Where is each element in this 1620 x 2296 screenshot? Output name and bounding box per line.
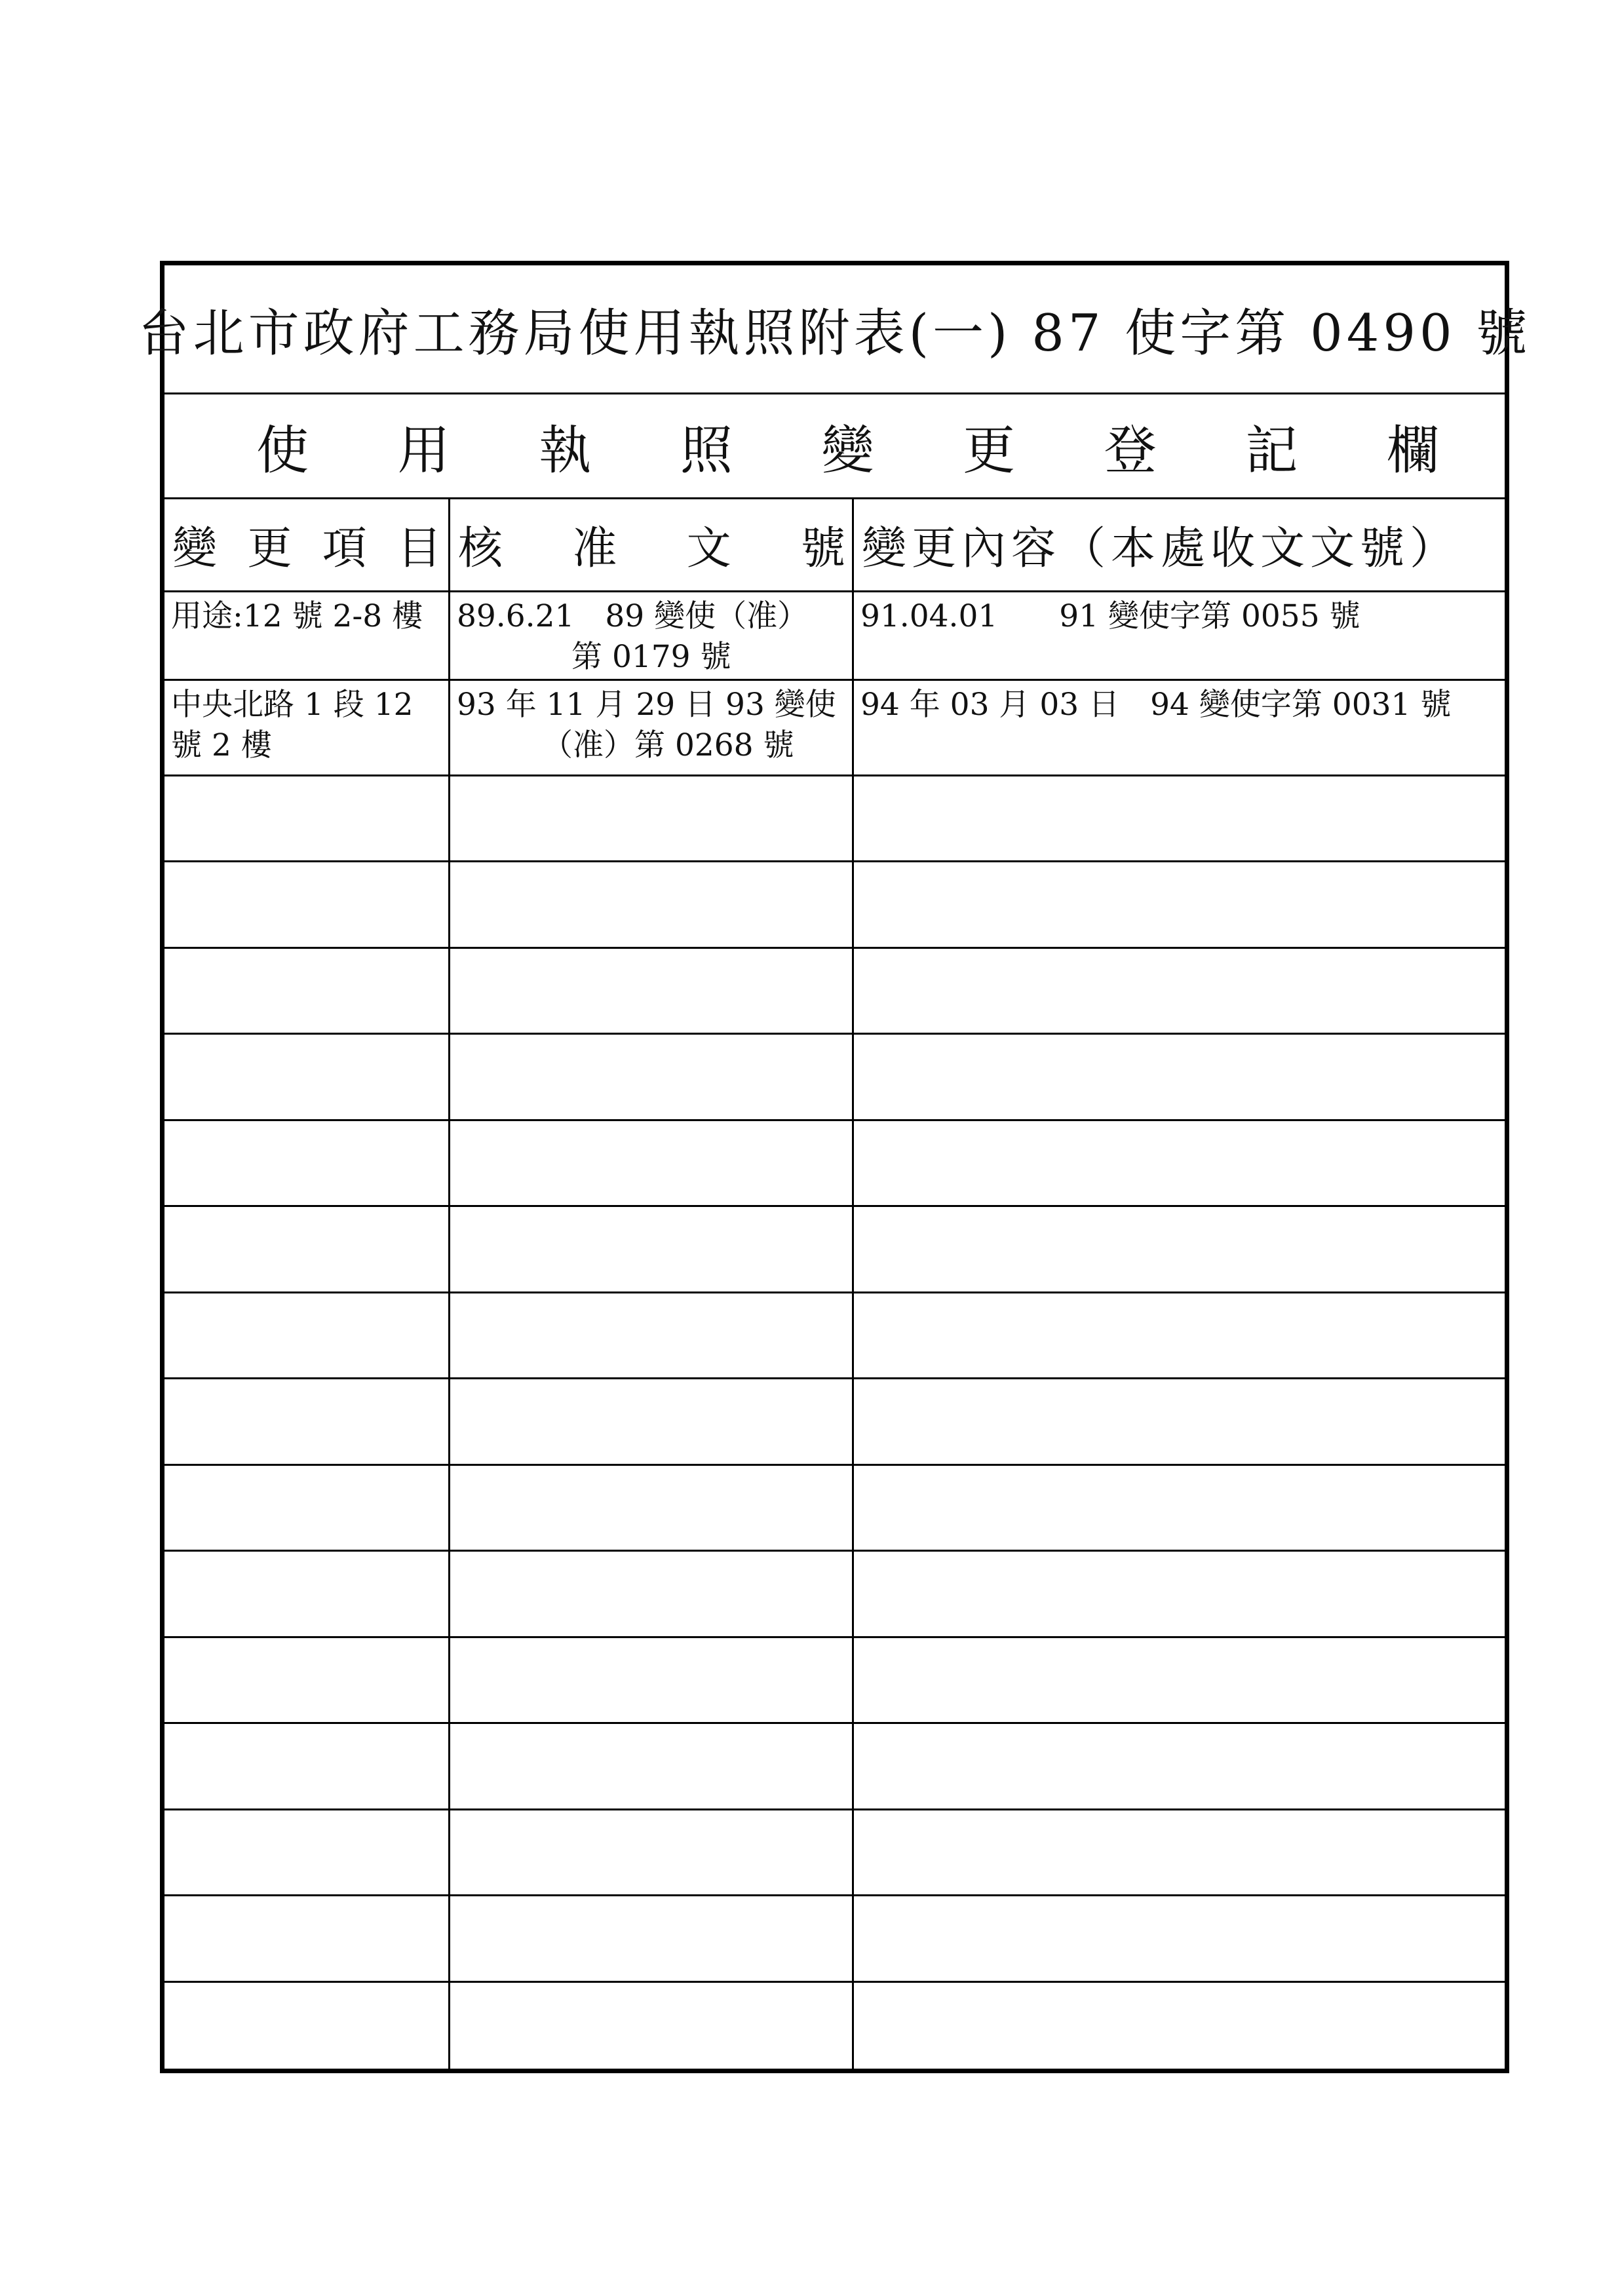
change-content-cell — [854, 776, 1505, 860]
approval-no-cell — [450, 1035, 852, 1119]
table-row — [164, 1552, 1505, 1637]
change-content-cell — [854, 949, 1505, 1033]
change-item-cell — [164, 1724, 448, 1808]
approval-no-cell — [450, 1638, 852, 1722]
approval-no-cell — [450, 1207, 852, 1291]
change-item-cell: 用途:12 號 2-8 樓 — [171, 598, 423, 634]
table-row — [164, 1896, 1505, 1982]
approval-no-cell — [450, 1810, 852, 1894]
table-row — [164, 1207, 1505, 1293]
table-row — [164, 1293, 1505, 1379]
approval-no-cell — [450, 862, 852, 946]
table-row — [164, 1379, 1505, 1465]
change-content-cell — [854, 1552, 1505, 1636]
approval-no-cell — [450, 1121, 852, 1205]
change-item-cell — [164, 1293, 448, 1377]
table-row — [164, 862, 1505, 948]
register-heading-char: 欄 — [1387, 420, 1439, 481]
table-row — [164, 776, 1505, 862]
approval-no-cell — [450, 1983, 852, 2069]
change-content-cell — [854, 1983, 1505, 2069]
change-item-cell — [164, 1207, 448, 1291]
change-item-cell — [164, 1552, 448, 1636]
approval-no-cell — [450, 1552, 852, 1636]
change-content-cell: 94 年 03 月 03 日 94 變使字第 0031 號 — [860, 687, 1452, 723]
change-item-cell — [164, 1379, 448, 1463]
register-heading-char: 變 — [821, 420, 874, 481]
register-heading-char: 更 — [963, 420, 1016, 481]
change-item-cell: 中央北路 1 段 12 號 2 樓 — [171, 687, 414, 763]
register-heading — [164, 394, 1505, 499]
change-content-cell — [854, 1207, 1505, 1291]
register-heading-char: 執 — [539, 420, 592, 481]
change-item-cell — [164, 1466, 448, 1550]
change-content-cell — [854, 1638, 1505, 1722]
column-header-approval-no: 核 准 文 號 — [458, 523, 845, 575]
table-row — [164, 949, 1505, 1035]
register-heading-char: 登 — [1104, 420, 1157, 481]
change-content-cell — [854, 862, 1505, 946]
license-attachment-table — [138, 261, 1532, 2073]
table-row — [164, 592, 1505, 681]
table-row — [164, 1466, 1505, 1552]
change-content-cell — [854, 1035, 1505, 1119]
table-row — [164, 1121, 1505, 1207]
approval-no-cell — [450, 1896, 852, 1980]
register-heading-char: 記 — [1245, 420, 1298, 481]
table-row — [164, 681, 1505, 776]
table-row — [164, 1810, 1505, 1896]
column-header-change-content: 變更內容（本處收文文號） — [862, 523, 1460, 575]
approval-no-cell — [450, 949, 852, 1033]
change-item-cell — [164, 862, 448, 946]
change-content-cell — [854, 1293, 1505, 1377]
document-title: 台北市政府工務局使用執照附表(一) 87 使字第 0490 號 — [164, 265, 1505, 394]
table-row — [164, 1724, 1505, 1810]
change-item-cell — [164, 1983, 448, 2069]
change-item-cell — [164, 776, 448, 860]
change-content-cell — [854, 1724, 1505, 1808]
change-content-cell — [854, 1466, 1505, 1550]
approval-no-cell — [450, 1293, 852, 1377]
change-content-cell: 91.04.01 91 變使字第 0055 號 — [860, 598, 1360, 634]
register-heading-char: 照 — [680, 420, 733, 481]
table-row — [164, 1983, 1505, 2069]
register-grid — [164, 499, 1505, 2069]
change-content-cell — [854, 1896, 1505, 1980]
change-item-cell — [164, 1121, 448, 1205]
change-content-cell — [854, 1810, 1505, 1894]
change-item-cell — [164, 949, 448, 1033]
register-heading-char: 用 — [397, 420, 450, 481]
change-content-cell — [854, 1379, 1505, 1463]
column-header-change-item: 變 更 項 目 — [172, 523, 442, 575]
table-row — [164, 1638, 1505, 1724]
approval-no-cell — [450, 1379, 852, 1463]
change-item-cell — [164, 1638, 448, 1722]
register-heading-char: 使 — [256, 420, 309, 481]
approval-no-cell — [450, 1466, 852, 1550]
approval-no-cell: 89.6.21 89 變使（准） 第 0179 號 — [457, 598, 809, 675]
change-content-cell — [854, 1121, 1505, 1205]
approval-no-cell: 93 年 11 月 29 日 93 變使 （准）第 0268 號 — [457, 687, 836, 763]
approval-no-cell — [450, 1724, 852, 1808]
change-item-cell — [164, 1035, 448, 1119]
column-header-row — [164, 499, 1505, 592]
approval-no-cell — [450, 776, 852, 860]
change-item-cell — [164, 1810, 448, 1894]
change-item-cell — [164, 1896, 448, 1980]
table-row — [164, 1035, 1505, 1120]
